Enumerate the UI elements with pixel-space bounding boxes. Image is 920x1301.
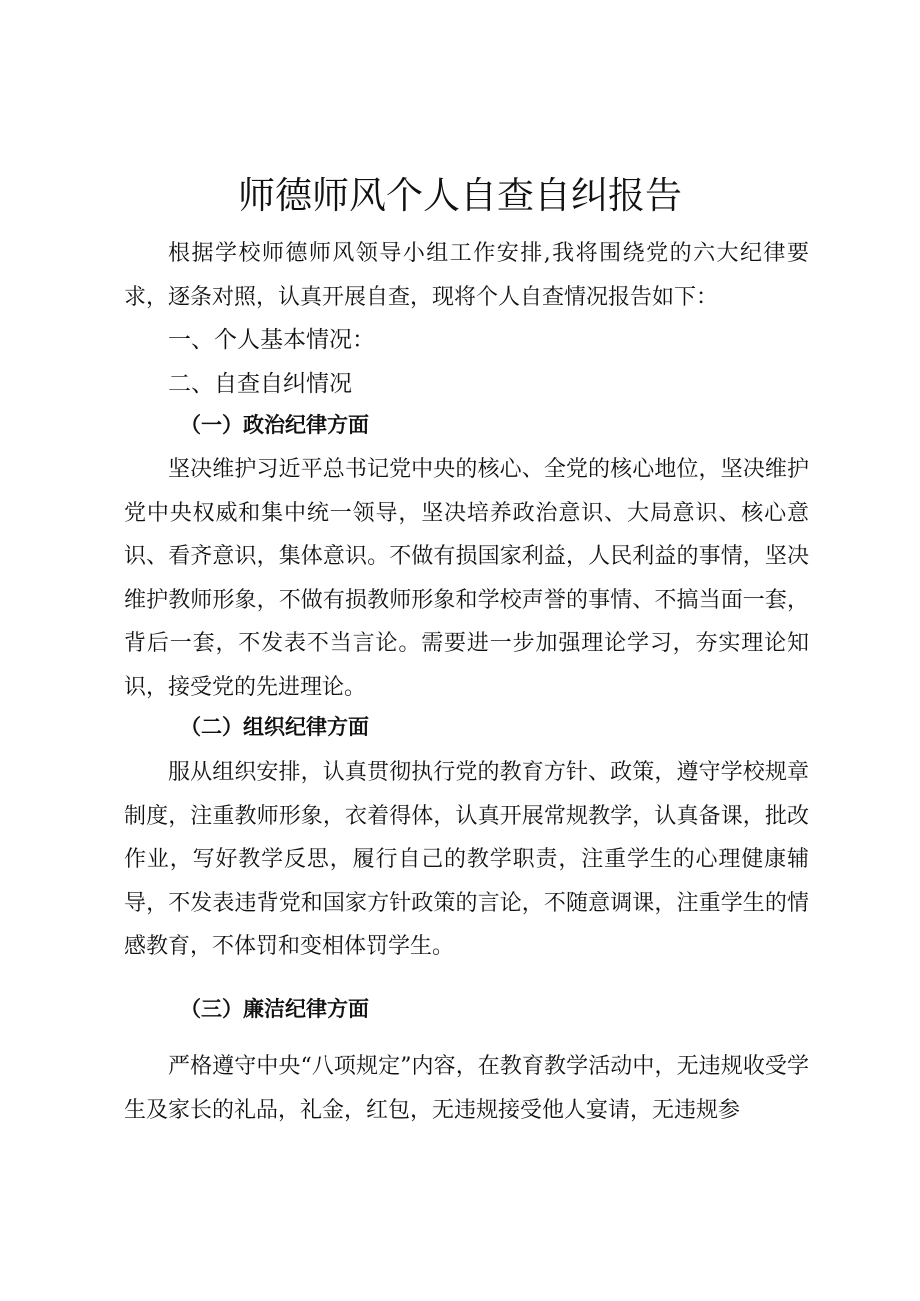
section-heading-basic-info: 一、个人基本情况： (168, 327, 375, 353)
document-title: 师德师风个人自查自纠报告 (238, 174, 682, 217)
intro-paragraph: 根据学校师德师风领导小组工作安排,我将围绕党的六大纪律要求，逐条对照，认真开展自查，现将个人自查情况报告如下： (124, 241, 809, 310)
subsection-heading-political: （一）政治纪律方面 (180, 412, 369, 437)
integrity-discipline-paragraph: 严格遵守中央“八项规定”内容，在教育教学活动中，无违规收受学生及家长的礼品，礼金，红包，无违规接受他人宴请，无违规参 (124, 1054, 809, 1123)
section-heading-self-check: 二、自查自纠情况 (168, 371, 352, 397)
political-discipline-paragraph: 坚决维护习近平总书记党中央的核心、全党的核心地位，坚决维护党中央权威和集中统一领导，坚决培养政治意识、大局意识、核心意识、看齐意识，集体意识。不做有损国家利益，人民利益的事情，坚决维护教师形象，不做有损教师形象和学校声誉的事情、不搞当面一套，背后一套，不发表不当言论。需要进一步加强理论学习，夯实理论知识，接受党的先进理论。 (124, 457, 809, 700)
subsection-heading-organizational: （二）组织纪律方面 (180, 714, 369, 739)
subsection-heading-integrity: （三）廉洁纪律方面 (180, 996, 369, 1021)
organizational-discipline-paragraph: 服从组织安排，认真贯彻执行党的教育方针、政策，遵守学校规章制度，注重教师形象，衣着得体，认真开展常规教学，认真备课，批改作业，写好教学反思，履行自己的教学职责，注重学生的心理健康辅导，不发表违背党和国家方针政策的言论，不随意调课，注重学生的情感教育，不体罚和变相体罚学生。 (124, 760, 809, 959)
